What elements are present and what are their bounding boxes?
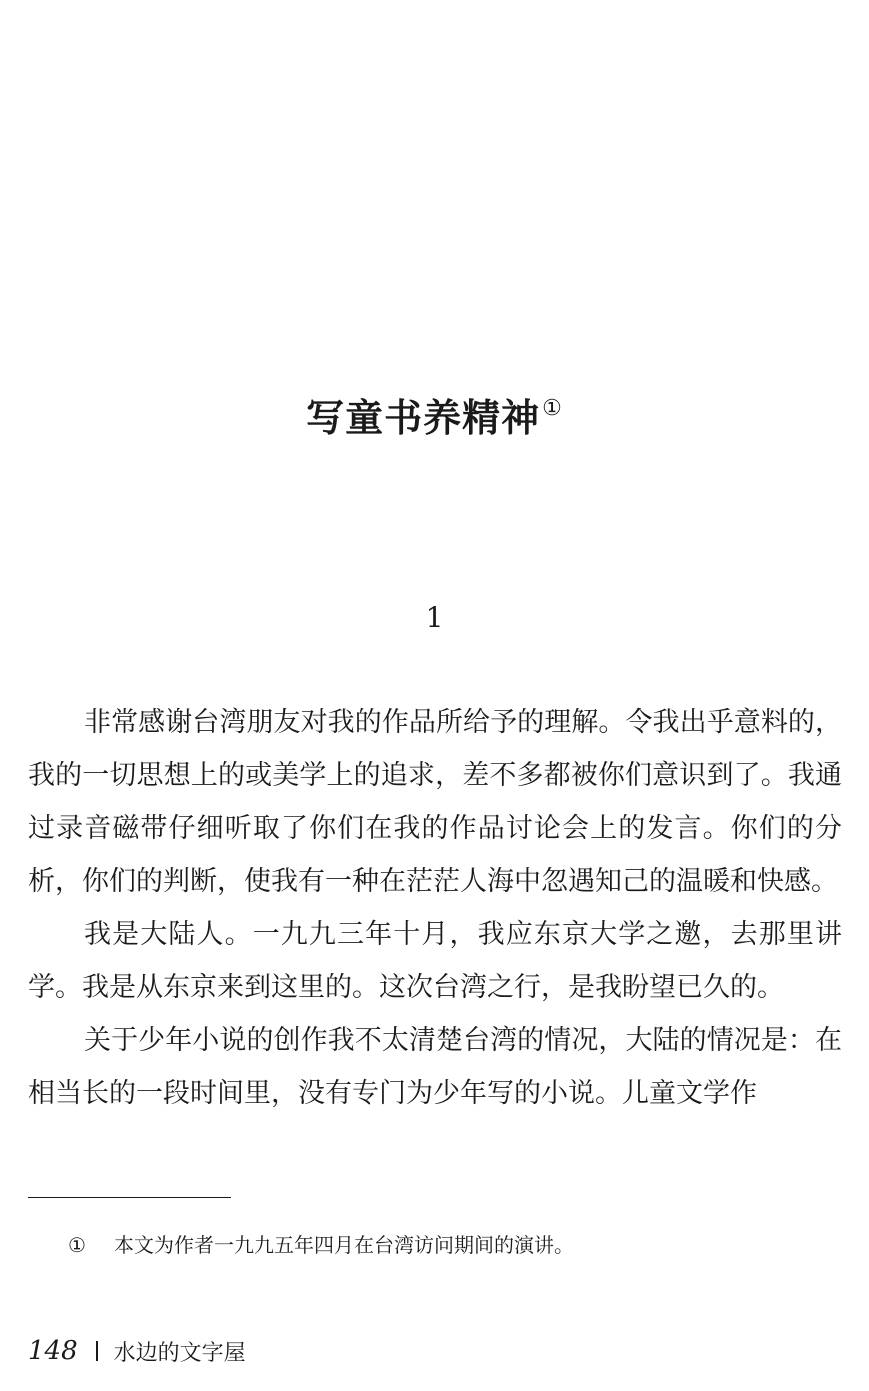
chapter-title [0, 382, 869, 445]
page-footer [28, 1333, 246, 1369]
running-book-title: 水边的文字屋 [113, 1340, 246, 1366]
title-footnote-mark[interactable]: ① [542, 396, 563, 421]
footer-divider [96, 1341, 98, 1361]
paragraph: 关于少年小说的创作我不太清楚台湾的情况，大陆的情况是：在相当长的一段时间里，没有专门为少年写的小说。儿童文学作 [28, 1025, 842, 1109]
footnote [68, 1229, 828, 1261]
page-number: 148 [28, 1336, 78, 1366]
footnote-divider [28, 1197, 231, 1198]
footnote-mark: ① [68, 1233, 86, 1257]
paragraph: 我是大陆人。一九九三年十月，我应东京大学之邀，去那里讲学。我是从东京来到这里的。这次台湾之行，是我盼望已久的。 [28, 919, 842, 1003]
chapter-title-text: 写童书养精神 [306, 396, 541, 440]
section-number: 1 [425, 601, 444, 634]
paragraph: 非常感谢台湾朋友对我的作品所给予的理解。令我出乎意料的，我的一切思想上的或美学上的追求，差不多都被你们意识到了。我通过录音磁带仔细听取了你们在我的作品讨论会上的发言。你们的分析，你们的判断，使我有一种在茫茫人海中忽遇知己的温暖和快感。 [28, 707, 842, 897]
body-text [28, 696, 842, 1120]
footnote-text: 本文为作者一九九五年四月在台湾访问期间的演讲。 [114, 1233, 574, 1257]
